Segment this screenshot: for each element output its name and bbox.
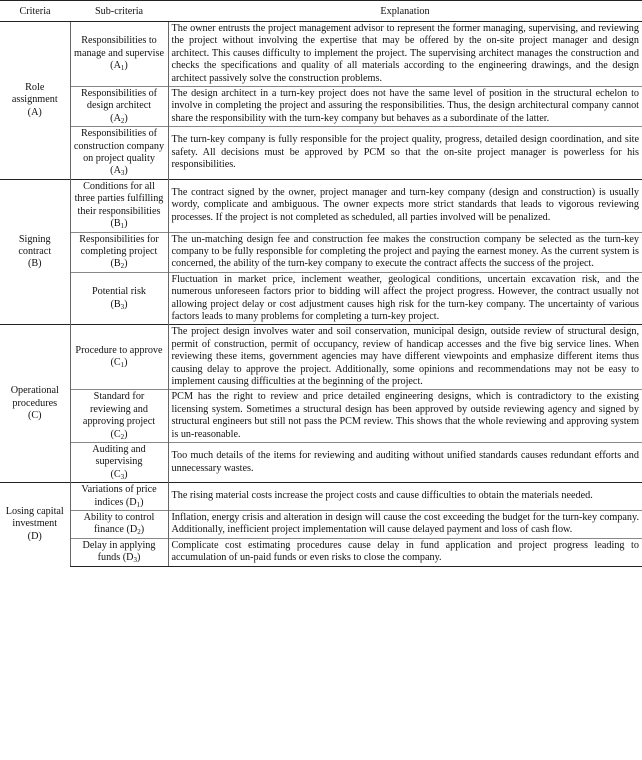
sub-criteria-label: Standard for reviewing and approving project [82,391,156,428]
criteria-name: Role assignment [11,81,58,106]
sub-criteria-cell [70,483,168,511]
criteria-name: Operational procedures [10,385,59,409]
explanation-cell: The design architect in a turn-key project does not have the same level of position in the structural echelon to involve in completing the project and assuring the responsibilities. Thus, the design architectural company cannot share the responsibility with the turn-key company but behaves as a subordinate of the latter. [168,87,642,127]
table-row [0,443,642,483]
explanation-cell: Fluctuation in market price, inclement weather, geological conditions, uncertain excavation risk, and the numerous unforeseen factors prior to bidding will affect the project progress. However, the contract usually not allowing project delay or cost adjustment causes high risk for the turn-key company. The uncertainty of various factors leads to many problems for completing a turn-key project. [168,272,642,325]
sub-criteria-cell [70,179,168,232]
sub-criteria-code: $(C_2)$ [110,428,128,441]
sub-criteria-label: Delay in applying funds [82,539,156,564]
explanation-cell: The owner entrusts the project management advisor to represent the former managing, supervising, and reviewing the project without involving the expertise that may be offered by the on-site project manager and design architect. This causes difficulty to implement the project. The supervising architect manages the construction and checks the specifications and quality of all materials according to the engineering drawings, and the design architect passively solve the construction problems. [168,22,642,87]
criteria-name: Signing contract [18,233,52,257]
sub-criteria-label: Ability to control finance [83,512,155,536]
sub-criteria-label: Responsibilities to manage and supervise [74,35,164,59]
header-sub-criteria: Sub-criteria [70,1,168,22]
header-criteria: Criteria [0,1,70,22]
sub-criteria-code: $(A_2)$ [110,112,128,125]
table-row [0,511,642,539]
sub-criteria-label: Responsibilities of construction company on project quality [73,128,165,165]
header-explanation: Explanation [168,1,642,22]
explanation-cell: Inflation, energy crisis and alteration in design will cause the cost exceeding the budget for the turn-key company. Additionally, inefficient project implementation will cause delayed payment and loss of cash flow. [168,511,642,539]
explanation-cell: The turn-key company is fully responsible for the project quality, progress, detailed design coordination, and site safety. All decisions must be approved by PCM so that the on-site project manager is powerless for his responsibilities. [168,127,642,180]
sub-criteria-label: Procedure to approve [75,344,163,356]
criteria-name: Losing capital investment [5,506,64,530]
sub-criteria-label: Auditing and supervising [92,444,146,468]
sub-criteria-cell [70,443,168,483]
table-header-row [0,1,642,22]
explanation-cell: Too much details of the items for reviewing and auditing without unified standards causes redundant efforts and unnecessary wastes. [168,443,642,483]
sub-criteria-code: $(B_2)$ [110,258,128,271]
sub-criteria-code: $(B_3)$ [110,298,128,311]
sub-criteria-label: Variations of price indices [81,484,157,508]
explanation-cell: The un-matching design fee and construction fee makes the construction company be selected as the turn-key company to be fully responsible for completing the project and paying the earnest money. As the current system is concerned, the ability of the turn-key company to execute the contract affects the success of the project. [168,232,642,272]
sub-criteria-code: $(D_3)$ [122,552,141,565]
sub-criteria-cell [70,87,168,127]
criteria-code: (D) [27,530,42,542]
sub-criteria-label: Conditions for all three parties fulfilling their responsibilities [74,180,164,217]
table-row [0,272,642,325]
sub-criteria-cell [70,22,168,87]
table-row [0,390,642,443]
sub-criteria-cell [70,272,168,325]
sub-criteria-code: $(C_3)$ [110,468,128,481]
criteria-code: (B) [27,258,42,270]
explanation-cell: The rising material costs increase the project costs and cause difficulties to obtain the materials needed. [168,483,642,511]
criteria-cell [0,325,70,483]
table-row [0,483,642,511]
table-row [0,325,642,390]
sub-criteria-code: $(C_1)$ [110,357,128,370]
explanation-cell: The project design involves water and soil conservation, municipal design, outside review of structural design, permit of construction, permit of occupancy, review of handicap accesses and the five big service lines. When reviewing these items, government agencies may have different viewpoints and emphasize different items thus causing delay to approve the project. Additionally, some opinions and recommendations may not be easy to implement causing difficulties at the beginning of the project. [168,325,642,390]
sub-criteria-label: Responsibilities for completing project [79,233,159,257]
criteria-code: (A) [27,106,42,118]
table-row [0,87,642,127]
explanation-cell: The contract signed by the owner, project manager and turn-key company (design and construction) is usually wordy, complicate and ambiguous. The owner expects more strict standards that leads to vigorous reviewing processes. If the project is not completed as scheduled, all parties involved will be penalized. [168,179,642,232]
sub-criteria-cell [70,232,168,272]
sub-criteria-cell [70,390,168,443]
sub-criteria-cell [70,511,168,539]
sub-criteria-code: $(D_1)$ [125,496,144,509]
sub-criteria-code: $(A_1)$ [110,60,128,73]
sub-criteria-label: Responsibilities of design architect [80,88,158,112]
table-row [0,179,642,232]
criteria-cell [0,179,70,324]
table-row [0,538,642,566]
criteria-cell [0,22,70,180]
table-row [0,127,642,180]
sub-criteria-code: $(A_3)$ [110,165,128,178]
explanation-cell: PCM has the right to review and price detailed engineering designs, which is contradictory to the existing licensing system. Sometimes a structural design has been approved by outside reviewing agency and signed by structural engineers but still not pass the PCM review. This shows that the whole reviewing and approving system is un-reasonable. [168,390,642,443]
table-row [0,22,642,87]
sub-criteria-code: $(D_2)$ [126,524,145,537]
sub-criteria-cell [70,538,168,566]
sub-criteria-code: $(B_1)$ [110,218,128,231]
criteria-cell [0,483,70,566]
sub-criteria-label: Potential risk [91,286,147,298]
table-row [0,232,642,272]
sub-criteria-cell [70,325,168,390]
explanation-cell: Complicate cost estimating procedures cause delay in fund application and project progress leading to accumulation of un-paid funds or even risks to close the company. [168,538,642,566]
criteria-code: (C) [27,409,42,421]
sub-criteria-cell [70,127,168,180]
